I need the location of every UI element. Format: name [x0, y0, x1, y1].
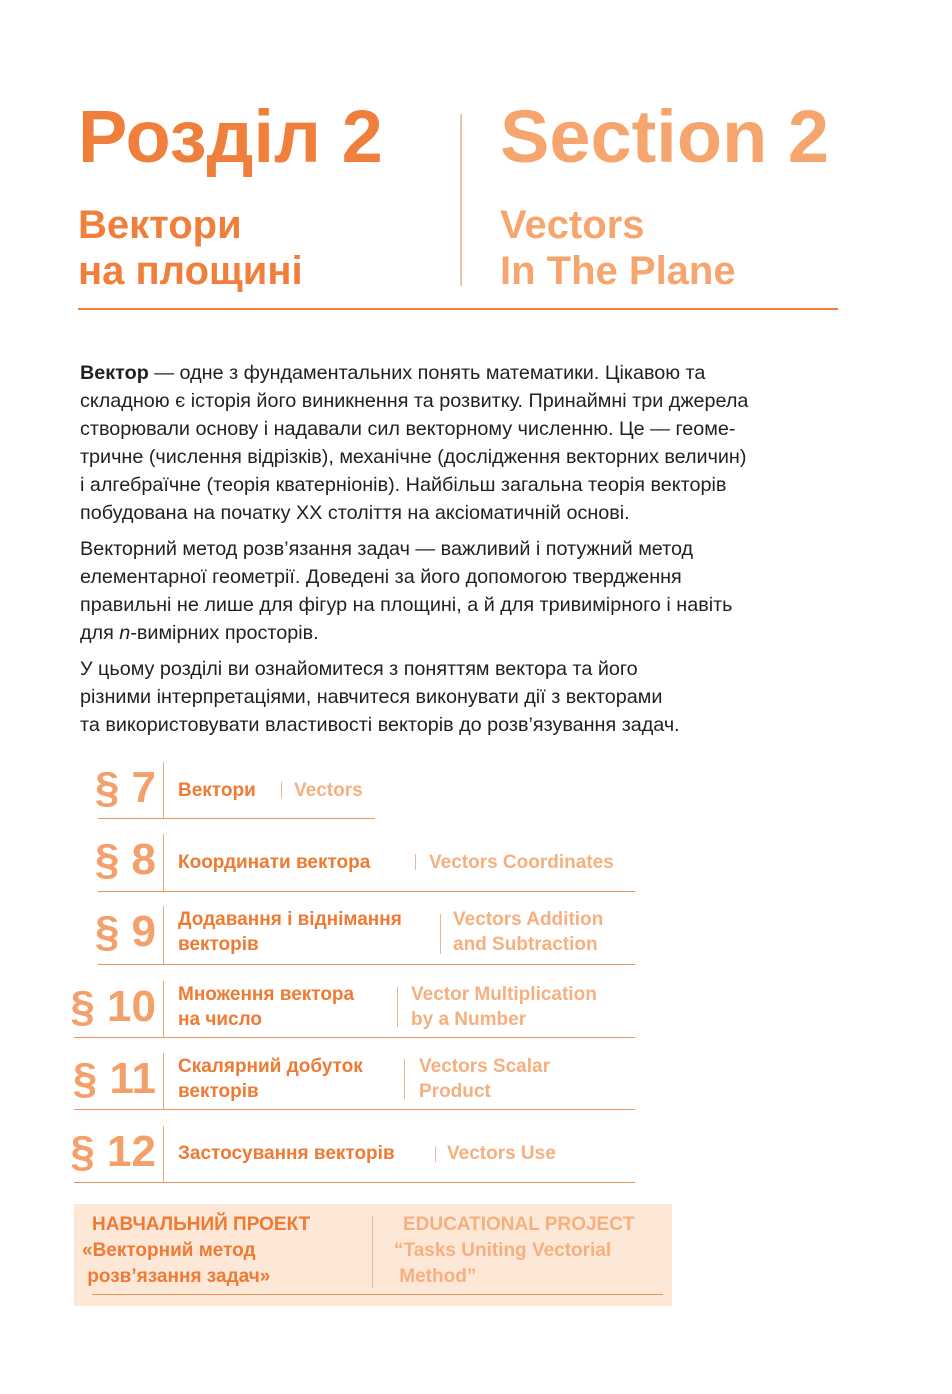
intro-line: правильні не лише для фігур на площині, а й для тривимірного і навіть [80, 594, 733, 616]
subtitle-en-line: Vectors [500, 203, 645, 247]
toc-title-ua: Множення вектора на число [178, 984, 355, 1030]
toc-underline [74, 1109, 635, 1110]
intro-line: складною є історія його виникнення та розвитку. Принаймні три джерела [80, 390, 749, 412]
intro-line: елементарної геометрії. Доведені за його допомогою твердження [80, 566, 682, 588]
intro-paragraph-2 [80, 535, 870, 647]
intro-line: створювали основу і надавали сил векторному численню. Це — геоме- [80, 418, 736, 440]
toc-title-ua: Скалярний добуток векторів [178, 1056, 363, 1102]
term-vector: Вектор [80, 362, 149, 384]
intro-line: У цьому розділі ви ознайомитеся з поняттям вектора та його [80, 658, 638, 680]
toc-title-ua: Застосування векторів [178, 1143, 395, 1164]
section-subtitle-ua [78, 202, 303, 294]
subtitle-ua-line: на площині [78, 249, 303, 293]
intro-paragraph-3 [80, 655, 870, 739]
section-subtitle-en [500, 202, 736, 294]
toc-underline [98, 818, 375, 819]
toc-number: § 12 [70, 1127, 156, 1176]
toc-number: § 10 [70, 982, 156, 1031]
toc-divider [163, 981, 164, 1037]
toc-title-ua: Координати вектора [178, 852, 371, 873]
intro-line: Вектор — одне з фундаментальних понять математики. Цікавою та [80, 362, 706, 384]
intro-line: побудована на початку XX століття на аксіоматичній основі. [80, 502, 630, 524]
toc-number: § 9 [94, 907, 156, 956]
toc-title-en: Vectors Coordinates [429, 852, 614, 873]
toc-title-en: Vectors Addition and Subtraction [453, 909, 604, 955]
header-divider [460, 114, 462, 286]
educational-project[interactable] [74, 1204, 672, 1306]
toc-title-ua: Додавання і віднімання векторів [178, 909, 402, 955]
toc-divider [163, 834, 164, 891]
toc-divider [163, 762, 164, 818]
intro-line: різними інтерпретаціями, навчитеся виконувати дії з векторами [80, 686, 663, 708]
subtitle-ua-line: Вектори [78, 203, 242, 247]
project-title-en: EDUCATIONAL PROJECT “Tasks Uniting Vectorial Method” [394, 1214, 635, 1287]
toc-title-en: Vectors Use [447, 1143, 556, 1164]
toc-lang-separator [404, 1059, 405, 1099]
toc-number: § 7 [94, 763, 156, 812]
intro-line: тричне (числення відрізків), механічне (дослідження векторних величин) [80, 446, 747, 468]
toc-lang-separator [415, 854, 416, 870]
intro-line: Векторний метод розв’язання задач — важливий і потужний метод [80, 538, 694, 560]
toc-underline [74, 1182, 635, 1183]
section-title-ua: Розділ 2 [78, 95, 383, 178]
header-rule [78, 308, 838, 310]
toc-title-en: Vector Multiplication by a Number [411, 984, 597, 1030]
project-title-ua: НАВЧАЛЬНИЙ ПРОЕКТ «Векторний метод розв’язання задач» [82, 1214, 311, 1287]
toc-title-ua: Вектори [178, 780, 256, 801]
toc-divider [163, 1126, 164, 1182]
toc-divider [163, 906, 164, 964]
intro-text [80, 359, 870, 747]
intro-line: та використовувати властивості векторів до розв’язування задач. [80, 714, 680, 736]
toc-lang-separator [435, 1146, 436, 1162]
project-divider [372, 1216, 373, 1288]
intro-line: для n-вимірних просторів. [80, 622, 319, 644]
subtitle-en-line: In The Plane [500, 249, 736, 293]
italic-n: n [119, 622, 131, 644]
intro-paragraph-1 [80, 359, 870, 527]
toc-underline [98, 891, 635, 892]
toc-lang-separator [397, 987, 398, 1027]
toc-number: § 11 [72, 1054, 156, 1103]
project-underline [92, 1294, 663, 1295]
toc-divider [163, 1053, 164, 1109]
toc-title-en: Vectors Scalar Product [419, 1056, 550, 1102]
toc-underline [74, 1037, 635, 1038]
section-title-en: Section 2 [500, 95, 829, 178]
toc-lang-separator [281, 782, 282, 798]
toc-lang-separator [440, 914, 441, 954]
intro-line: і алгебраїчне (теорія кватерніонів). Найбільш загальна теорія векторів [80, 474, 727, 496]
toc-underline [98, 964, 635, 965]
toc-number: § 8 [94, 835, 156, 884]
toc-title-en: Vectors [294, 780, 363, 801]
